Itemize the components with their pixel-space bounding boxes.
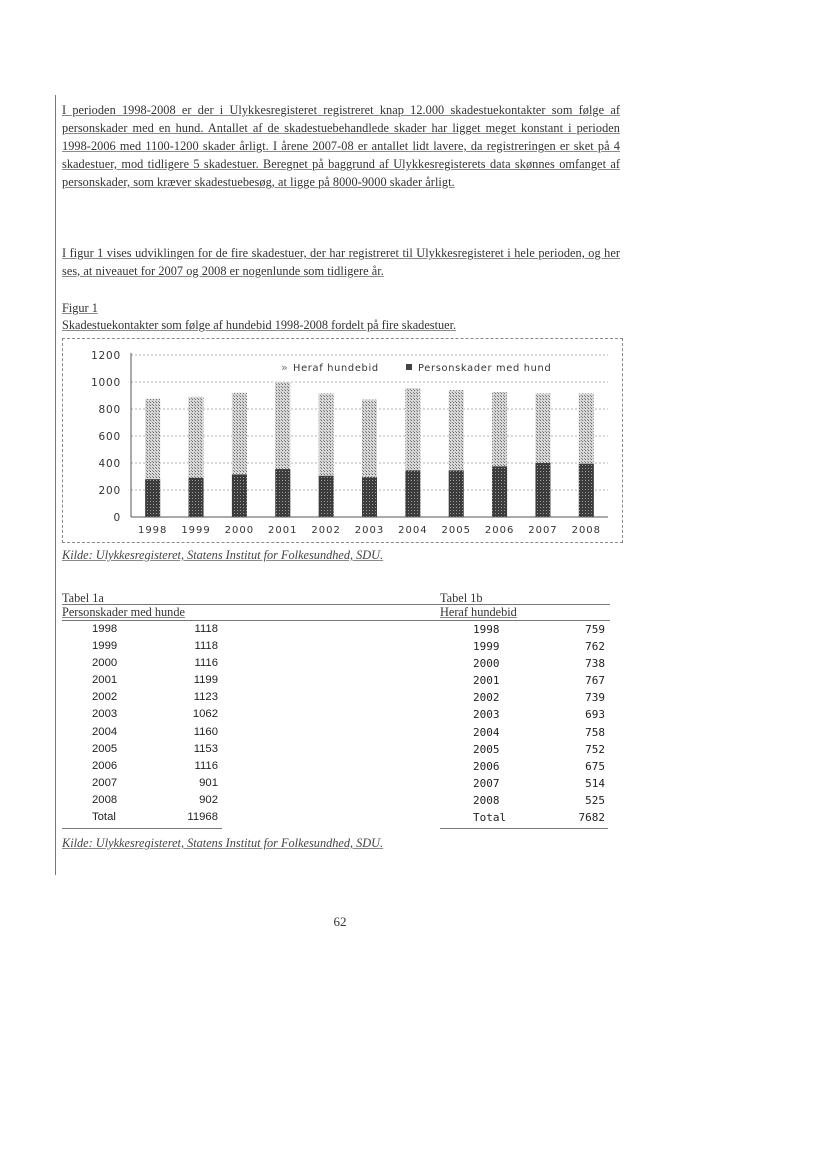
table-row xyxy=(440,708,608,725)
table-row xyxy=(62,760,222,777)
table-source: Kilde: Ulykkesregisteret, Statens Institut for Folkesundhed, SDU. xyxy=(62,836,384,850)
table-a-subtitle: Personskader med hunde xyxy=(62,605,185,619)
x-tick-label: 2002 xyxy=(311,525,341,536)
x-tick-label: 2001 xyxy=(268,525,298,536)
row-year: 1999 xyxy=(473,640,500,654)
table-b-subtitle: Heraf hundebid xyxy=(440,605,517,619)
page-number: 62 xyxy=(333,914,347,929)
x-tick-label: 1998 xyxy=(137,525,168,536)
row-year: 1998 xyxy=(92,623,118,635)
row-year: 2003 xyxy=(92,708,118,721)
row-year: 2005 xyxy=(92,742,118,755)
row-year: 2002 xyxy=(473,691,500,705)
figure-number: Figur 1 xyxy=(62,301,98,315)
x-tick-label: 2005 xyxy=(441,525,471,536)
table-row xyxy=(440,691,608,708)
row-value: 7682 xyxy=(578,811,605,825)
x-tick-label: 2008 xyxy=(571,525,602,536)
row-value: 759 xyxy=(585,623,605,636)
row-year: 2001 xyxy=(92,674,118,687)
bar-hundebid xyxy=(579,464,594,517)
y-tick-label: 1200 xyxy=(91,350,121,362)
x-tick-label: 2007 xyxy=(528,525,558,536)
table-b-title: Tabel 1b xyxy=(440,591,483,605)
row-value: 1116 xyxy=(194,759,218,772)
bar-hundebid xyxy=(232,474,247,517)
row-value: 901 xyxy=(199,776,218,789)
row-value: 767 xyxy=(585,674,605,688)
table-row xyxy=(62,811,222,828)
x-tick-label: 2006 xyxy=(484,525,515,536)
margin-rule xyxy=(55,95,56,875)
row-year: 2000 xyxy=(473,657,500,671)
x-tick-label: 1999 xyxy=(181,525,211,536)
y-tick-label: 800 xyxy=(98,404,121,416)
row-value: 514 xyxy=(585,776,605,790)
figure-intro-paragraph: I figur 1 vises udviklingen for de fire skadestuer, der har registreret til Ulykkesregisteret i hele perioden, og her ses, at niveauet for 2007 og 2008 er nogenlunde som tidligere år. xyxy=(62,246,620,278)
row-value: 902 xyxy=(199,793,218,806)
row-year: 1999 xyxy=(92,640,118,653)
legend-label-hundebid: Heraf hundebid xyxy=(293,363,379,374)
row-value: 1116 xyxy=(194,657,218,670)
y-tick-label: 200 xyxy=(98,485,121,497)
row-year: 2004 xyxy=(473,725,500,739)
row-value: 11968 xyxy=(187,811,218,824)
row-year: 2002 xyxy=(92,691,118,704)
x-tick-label: 2003 xyxy=(354,525,385,536)
table-row xyxy=(62,777,222,794)
table-a xyxy=(62,623,222,828)
row-year: 2007 xyxy=(92,776,118,789)
bar-hundebid xyxy=(145,479,160,517)
row-year: 1998 xyxy=(473,623,500,636)
table-row xyxy=(62,674,222,691)
bar-hundebid xyxy=(362,477,377,517)
row-year: 2004 xyxy=(92,725,118,738)
row-value: 1062 xyxy=(192,708,218,721)
row-value: 739 xyxy=(585,691,605,705)
row-value: 693 xyxy=(585,708,605,722)
table-a-total-rule xyxy=(62,828,222,829)
chart-frame xyxy=(62,338,623,543)
bar-hundebid xyxy=(405,470,420,517)
row-year: 2000 xyxy=(92,657,118,670)
legend-label-personskader: Personskader med hund xyxy=(418,363,552,374)
y-tick-label: 0 xyxy=(113,512,121,524)
table-row xyxy=(440,623,608,640)
bar-hundebid xyxy=(449,470,464,517)
row-year: Total xyxy=(92,811,116,824)
figure-caption: Skadestuekontakter som følge af hundebid 1998-2008 fordelt på fire skadestuer. xyxy=(62,318,457,332)
table-row xyxy=(62,691,222,708)
row-value: 758 xyxy=(585,725,605,739)
row-year: 2007 xyxy=(473,776,500,790)
bar-hundebid xyxy=(189,478,204,517)
table-row xyxy=(62,794,222,811)
row-year: Total xyxy=(473,811,507,825)
table-b xyxy=(440,623,608,828)
y-tick-label: 1000 xyxy=(91,377,121,389)
row-value: 525 xyxy=(585,793,605,807)
legend-marker-hundebid: » xyxy=(281,361,288,374)
table-row xyxy=(62,726,222,743)
row-value: 1123 xyxy=(193,691,218,704)
intro-paragraph: I perioden 1998-2008 er der i Ulykkesregisteret registreret knap 12.000 skadestuekontakter som følge af personskader med en hund. Antallet af de skadestuebehandlede skader har ligget meget konstant i perioden 1998-2006 med 1100-1200 skader årligt. I årene 2007-08 er antallet lidt lavere, da registreringen er sket på 4 skadestuer, mod tidligere 5 skadestuer. Beregnet på baggrund af Ulykkesregisterets data skønnes omfanget af personskader, som kræver skadestuebesøg, at ligge på 8000-9000 skader årligt. xyxy=(62,103,620,189)
table-row xyxy=(440,811,608,828)
table-row xyxy=(440,674,608,691)
row-year: 2003 xyxy=(473,708,500,722)
table-header-rule xyxy=(62,604,610,605)
bar-hundebid xyxy=(492,466,507,517)
x-tick-label: 2004 xyxy=(398,525,428,536)
row-value: 1199 xyxy=(193,674,218,687)
table-row xyxy=(62,657,222,674)
row-value: 738 xyxy=(585,657,605,671)
figure-source: Kilde: Ulykkesregisteret, Statens Institut for Folkesundhed, SDU. xyxy=(62,548,384,562)
table-row xyxy=(440,726,608,743)
bar-hundebid xyxy=(275,469,290,517)
row-value: 1153 xyxy=(193,742,218,755)
row-year: 2005 xyxy=(473,742,500,756)
table-b-total-rule xyxy=(440,828,608,829)
row-year: 2006 xyxy=(92,759,118,772)
bar-hundebid xyxy=(319,476,334,517)
table-row xyxy=(62,640,222,657)
row-value: 1160 xyxy=(193,725,218,738)
row-value: 762 xyxy=(585,640,605,654)
table-row xyxy=(62,743,222,760)
table-row xyxy=(440,794,608,811)
y-tick-label: 600 xyxy=(98,431,121,443)
table-row xyxy=(62,623,222,640)
legend-marker-personskader xyxy=(406,364,412,370)
table-a-title: Tabel 1a xyxy=(62,591,104,605)
bar-chart xyxy=(63,339,622,542)
table-row xyxy=(440,640,608,657)
row-value: 752 xyxy=(585,742,605,756)
table-row xyxy=(440,777,608,794)
row-year: 2008 xyxy=(473,793,500,807)
table-row xyxy=(440,657,608,674)
row-value: 1118 xyxy=(194,623,218,635)
row-year: 2001 xyxy=(473,674,500,688)
row-value: 675 xyxy=(585,759,605,773)
bar-hundebid xyxy=(535,463,550,517)
row-year: 2008 xyxy=(92,793,118,806)
x-tick-label: 2000 xyxy=(224,525,255,536)
table-row xyxy=(62,708,222,725)
y-tick-label: 400 xyxy=(98,458,121,470)
table-subheader-rule xyxy=(62,620,610,621)
row-value: 1118 xyxy=(194,640,218,653)
table-row xyxy=(440,760,608,777)
row-year: 2006 xyxy=(473,759,500,773)
table-row xyxy=(440,743,608,760)
